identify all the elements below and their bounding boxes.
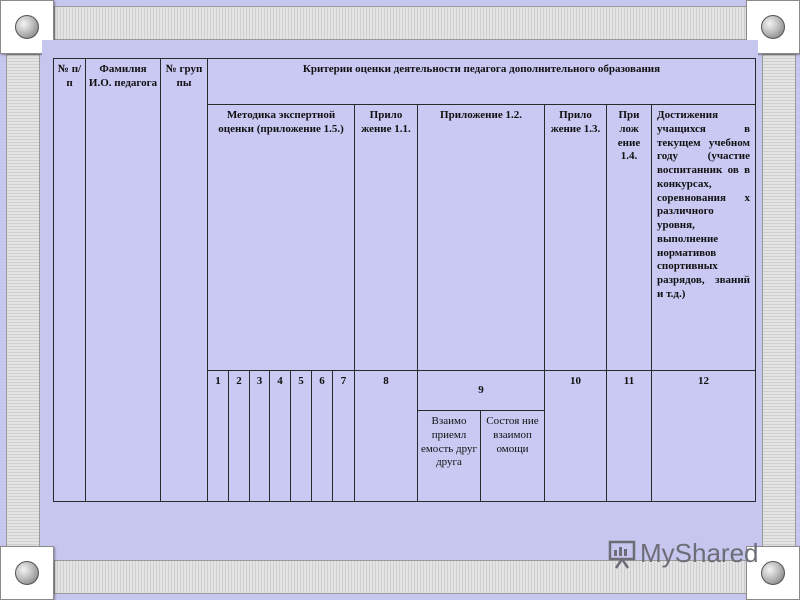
watermark-logo xyxy=(608,538,759,569)
col-number-8: 8 xyxy=(355,371,418,502)
criteria-appendix-1-3: Прило жение 1.3. xyxy=(545,105,607,371)
criteria-achievements: Достижения учащихся в текущем учебном году (участие воспитанник ов в конкурсах, соревнования х различного уровня, выполнение нормативов спортивных разрядов, званий и т.д.) xyxy=(652,105,756,371)
frame-top-bar xyxy=(54,6,748,40)
header-teacher-name: Фамилия И.О. педагога xyxy=(86,59,161,502)
col-number-3: 3 xyxy=(250,371,270,502)
col-number-12: 12 xyxy=(652,371,756,502)
col-number-9: 9 xyxy=(418,371,545,411)
col-number-5: 5 xyxy=(291,371,312,502)
col-number-6: 6 xyxy=(312,371,333,502)
header-criteria-title: Критерии оценки деятельности педагога дополнительного образования xyxy=(208,59,756,105)
rivet-icon xyxy=(761,15,785,39)
rivet-icon xyxy=(15,15,39,39)
col-number-2: 2 xyxy=(229,371,250,502)
header-group-number: № груп пы xyxy=(161,59,208,502)
criteria-appendix-1-2: Приложение 1.2. xyxy=(418,105,545,371)
frame-left-bar xyxy=(6,54,40,548)
criteria-expert-method: Методика экспертной оценки (приложение 1.5.) xyxy=(208,105,355,371)
col-number-4: 4 xyxy=(270,371,291,502)
presentation-board-icon xyxy=(608,539,636,569)
col-number-11: 11 xyxy=(607,371,652,502)
col-number-10: 10 xyxy=(545,371,607,502)
watermark-text: MyShared xyxy=(640,538,759,568)
criteria-appendix-1-4: При лож ение 1.4. xyxy=(607,105,652,371)
subcol-mutual-acceptance: Взаимо приемл емость друг друга xyxy=(418,411,481,502)
header-number: № п/ п xyxy=(54,59,86,502)
criteria-appendix-1-1: Прило жение 1.1. xyxy=(355,105,418,371)
rivet-icon xyxy=(761,561,785,585)
criteria-table xyxy=(53,58,756,502)
subcol-mutual-help: Состоя ние взаимоп омощи xyxy=(481,411,545,502)
rivet-icon xyxy=(15,561,39,585)
corner-bottom-left xyxy=(0,546,54,600)
frame-right-bar xyxy=(762,54,796,548)
col-number-1: 1 xyxy=(208,371,229,502)
col-number-7: 7 xyxy=(333,371,355,502)
